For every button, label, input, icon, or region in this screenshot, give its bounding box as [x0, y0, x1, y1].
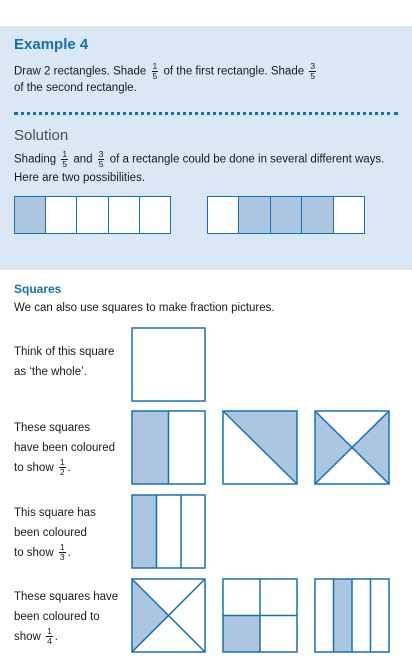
example-title: Example 4: [14, 36, 89, 53]
rect2-cell: [334, 197, 364, 233]
half-square-diagonal: [222, 410, 298, 485]
dotted-divider: [14, 112, 398, 115]
fraction-one-fifth: $\frac{1}{5}$: [62, 149, 68, 169]
half-square-cross: [314, 410, 390, 485]
fraction-one-half: $\frac{1}{2}$: [59, 457, 65, 478]
rect1-cell: [109, 197, 140, 233]
fraction-one-fifth: $\frac{1}{5}$: [152, 61, 158, 81]
half-text: These squares have been coloured to show $\frac{1}{2}$ .: [14, 422, 116, 478]
quarter-text: These squares have been coloured to show $\frac{1}{4}$ .: [14, 591, 119, 647]
rect1-cell: [15, 197, 46, 233]
rect1-cell: [140, 197, 170, 233]
half-square-vertical: [131, 410, 206, 485]
example-line-2: of the second rectangle.: [14, 82, 137, 94]
quarter-square-cross: [131, 578, 206, 653]
rect2-cell: [302, 197, 333, 233]
quarter-square-strips: [314, 578, 390, 653]
squares-intro: We can also use squares to make fraction pictures.: [14, 302, 275, 314]
rect2-cell: [271, 197, 302, 233]
solution-line-2: Here are two possibilities.: [14, 172, 146, 184]
rect1-cell: [77, 197, 108, 233]
example-box: [0, 26, 412, 270]
rect2-cell: [208, 197, 239, 233]
third-square: [131, 494, 206, 569]
third-text: This square has been coloured to show $\frac{1}{3}$ .: [14, 507, 96, 563]
fraction-one-quarter: $\frac{1}{4}$: [47, 626, 52, 647]
whole-square: [131, 327, 206, 402]
example-line-1: Draw 2 rectangles. Shade $\frac{1}{5}$ of the first rectangle. Shade $\frac{3}{5}$: [14, 61, 316, 81]
rectangle-one-fifth: [14, 196, 171, 234]
quarter-square-grid: [222, 578, 298, 653]
rectangle-three-fifths: [207, 196, 365, 234]
solution-line-1: Shading $\frac{1}{5}$ and $\frac{3}{5}$ of a rectangle could be done in several different ways.: [14, 149, 385, 169]
rect1-cell: [46, 197, 77, 233]
squares-title: Squares: [14, 282, 62, 296]
whole-text: Think of this square as ‘the whole’.: [14, 346, 115, 378]
solution-title: Solution: [14, 127, 69, 144]
rect2-cell: [239, 197, 270, 233]
fraction-one-third: $\frac{1}{3}$: [59, 542, 65, 563]
fraction-three-fifths: $\frac{3}{5}$: [98, 149, 104, 169]
fraction-three-fifths: $\frac{3}{5}$: [310, 61, 316, 81]
